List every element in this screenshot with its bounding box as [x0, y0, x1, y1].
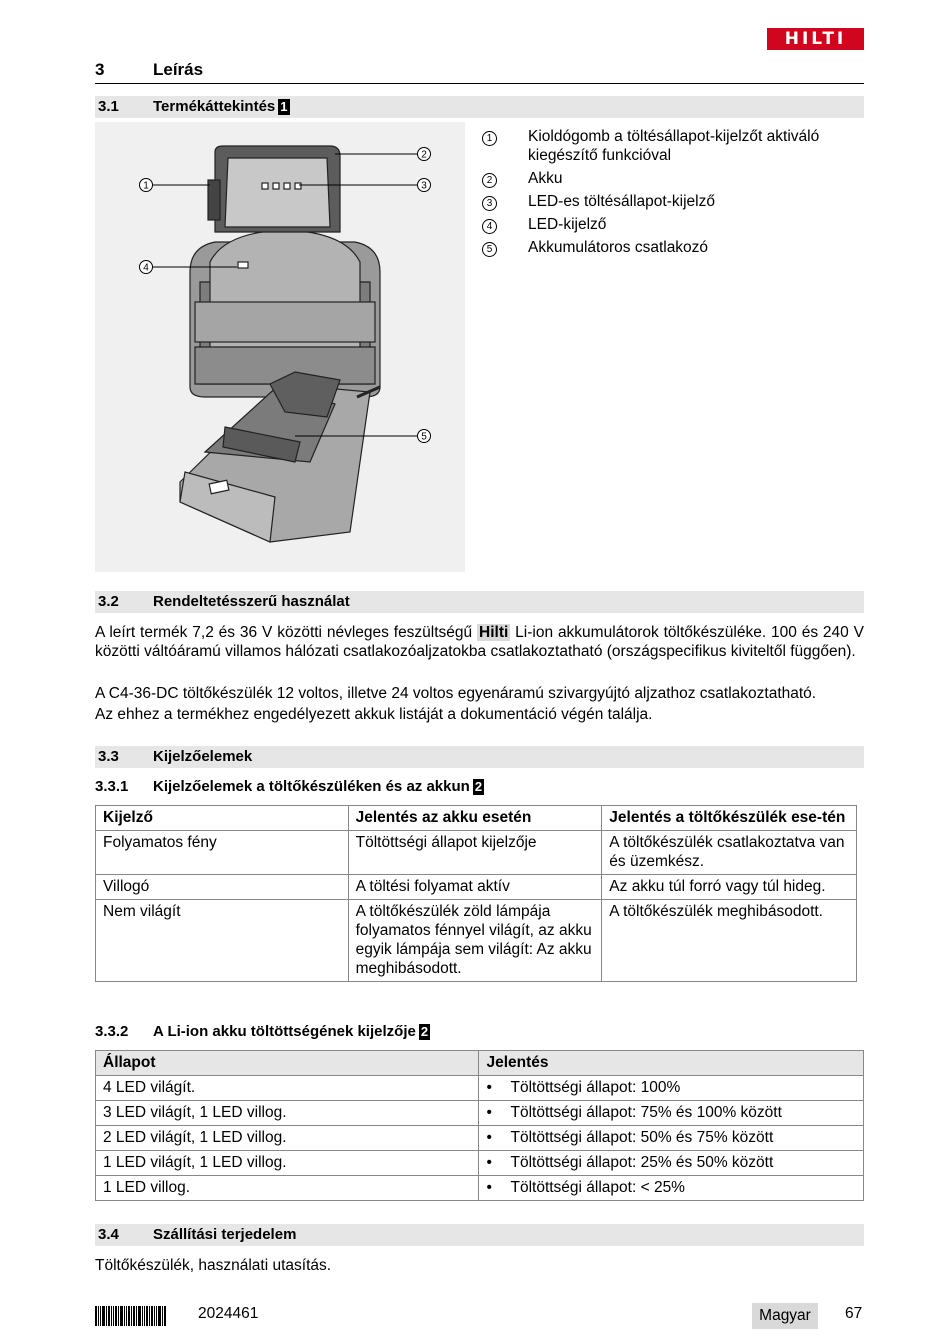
- legend-item: 4 LED-kijelző: [482, 215, 862, 234]
- callout-3: 3: [421, 180, 427, 192]
- chapter-heading: [95, 60, 864, 84]
- section-3-3-2-heading: 3.3.2 A Li-ion akku töltöttségének kijelzője 2: [95, 1023, 429, 1040]
- table-header-row: Állapot Jelentés: [96, 1051, 864, 1076]
- section-3-3-heading: 3.3 Kijelzőelemek: [95, 746, 864, 768]
- scope-of-delivery-text: Töltőkészülék, használati utasítás.: [95, 1257, 332, 1274]
- intended-use-paragraph: A leírt termék 7,2 és 36 V közötti névleges feszültségű Hilti Li-ion akkumulátorok töltőkészüléke. 100 és 240 V közötti váltóáramú villamos hálózati csatlakozóaljzatokba csatlakoztatható (országspecifikus kiviteltől függően).: [95, 624, 864, 660]
- chapter-number: 3: [95, 60, 105, 79]
- hilti-logo: HILTI: [767, 28, 864, 50]
- charge-state-table: [95, 1050, 864, 1201]
- callout-5: 5: [421, 431, 427, 443]
- figure-ref: 1: [280, 99, 288, 114]
- section-title: Termékáttekintés 1: [153, 98, 288, 115]
- legend-item: 1 Kioldógomb a töltésállapot-kijelzőt aktiváló kiegészítő funkcióval: [482, 127, 862, 165]
- product-overview-figure: [95, 122, 465, 572]
- page-number: 67: [845, 1305, 863, 1322]
- figure-ref: 2: [420, 1024, 429, 1039]
- figure-ref: 2: [474, 779, 483, 794]
- table-row: 1 LED világít, 1 LED villog. • Töltöttségi állapot: 25% és 50% között: [96, 1151, 864, 1176]
- table-row: Villogó A töltési folyamat aktív Az akku túl forró vagy túl hideg.: [96, 875, 857, 900]
- table-header-row: Kijelző Jelentés az akku esetén Jelentés a töltőkészülék ese-tén: [96, 806, 857, 831]
- callout-2: 2: [421, 149, 427, 161]
- approved-batteries-paragraph: Az ehhez a termékhez engedélyezett akkuk listáját a dokumentáció végén találja.: [95, 706, 653, 723]
- language-label: Magyar: [752, 1303, 818, 1329]
- section-3-1-heading: [95, 96, 864, 118]
- barcode: [95, 1306, 181, 1326]
- dc-charger-paragraph: A C4-36-DC töltőkészülék 12 voltos, illetve 24 voltos egyenáramú szivargyújtó aljzathoz csatlakoztatható.: [95, 685, 817, 702]
- callout-4: 4: [143, 262, 149, 274]
- display-elements-table: [95, 805, 857, 982]
- table-row: 2 LED világít, 1 LED villog. • Töltöttségi állapot: 50% és 75% között: [96, 1126, 864, 1151]
- figure-legend: [482, 127, 862, 261]
- section-number: 3.1: [98, 98, 119, 115]
- table-row: 4 LED világít. • Töltöttségi állapot: 100%: [96, 1076, 864, 1101]
- table-row: 1 LED villog. • Töltöttségi állapot: < 25%: [96, 1176, 864, 1201]
- table-row: Folyamatos fény Töltöttségi állapot kijelzője A töltőkészülék csatlakoztatva van és üzemkész.: [96, 831, 857, 875]
- document-number: 2024461: [198, 1305, 259, 1322]
- section-3-3-1-heading: 3.3.1 Kijelzőelemek a töltőkészüléken és az akkun 2: [95, 778, 483, 795]
- legend-item: 3 LED-es töltésállapot-kijelző: [482, 192, 862, 211]
- legend-item: 5 Akkumulátoros csatlakozó: [482, 238, 862, 257]
- table-row: Nem világít A töltőkészülék zöld lámpája folyamatos fénnyel világít, az akku egyik lámpája sem világít: Az akku meghibásodott. A töltőkészülék meghibásodott.: [96, 900, 857, 982]
- legend-item: 2 Akku: [482, 169, 862, 188]
- table-row: 3 LED világít, 1 LED villog. • Töltöttségi állapot: 75% és 100% között: [96, 1101, 864, 1126]
- section-3-4-heading: 3.4 Szállítási terjedelem: [95, 1224, 864, 1246]
- callout-1: 1: [143, 180, 149, 192]
- section-3-2-heading: 3.2 Rendeltetésszerű használat: [95, 591, 864, 613]
- chapter-title: Leírás: [153, 60, 204, 79]
- hilti-brand-inline: Hilti: [479, 624, 509, 641]
